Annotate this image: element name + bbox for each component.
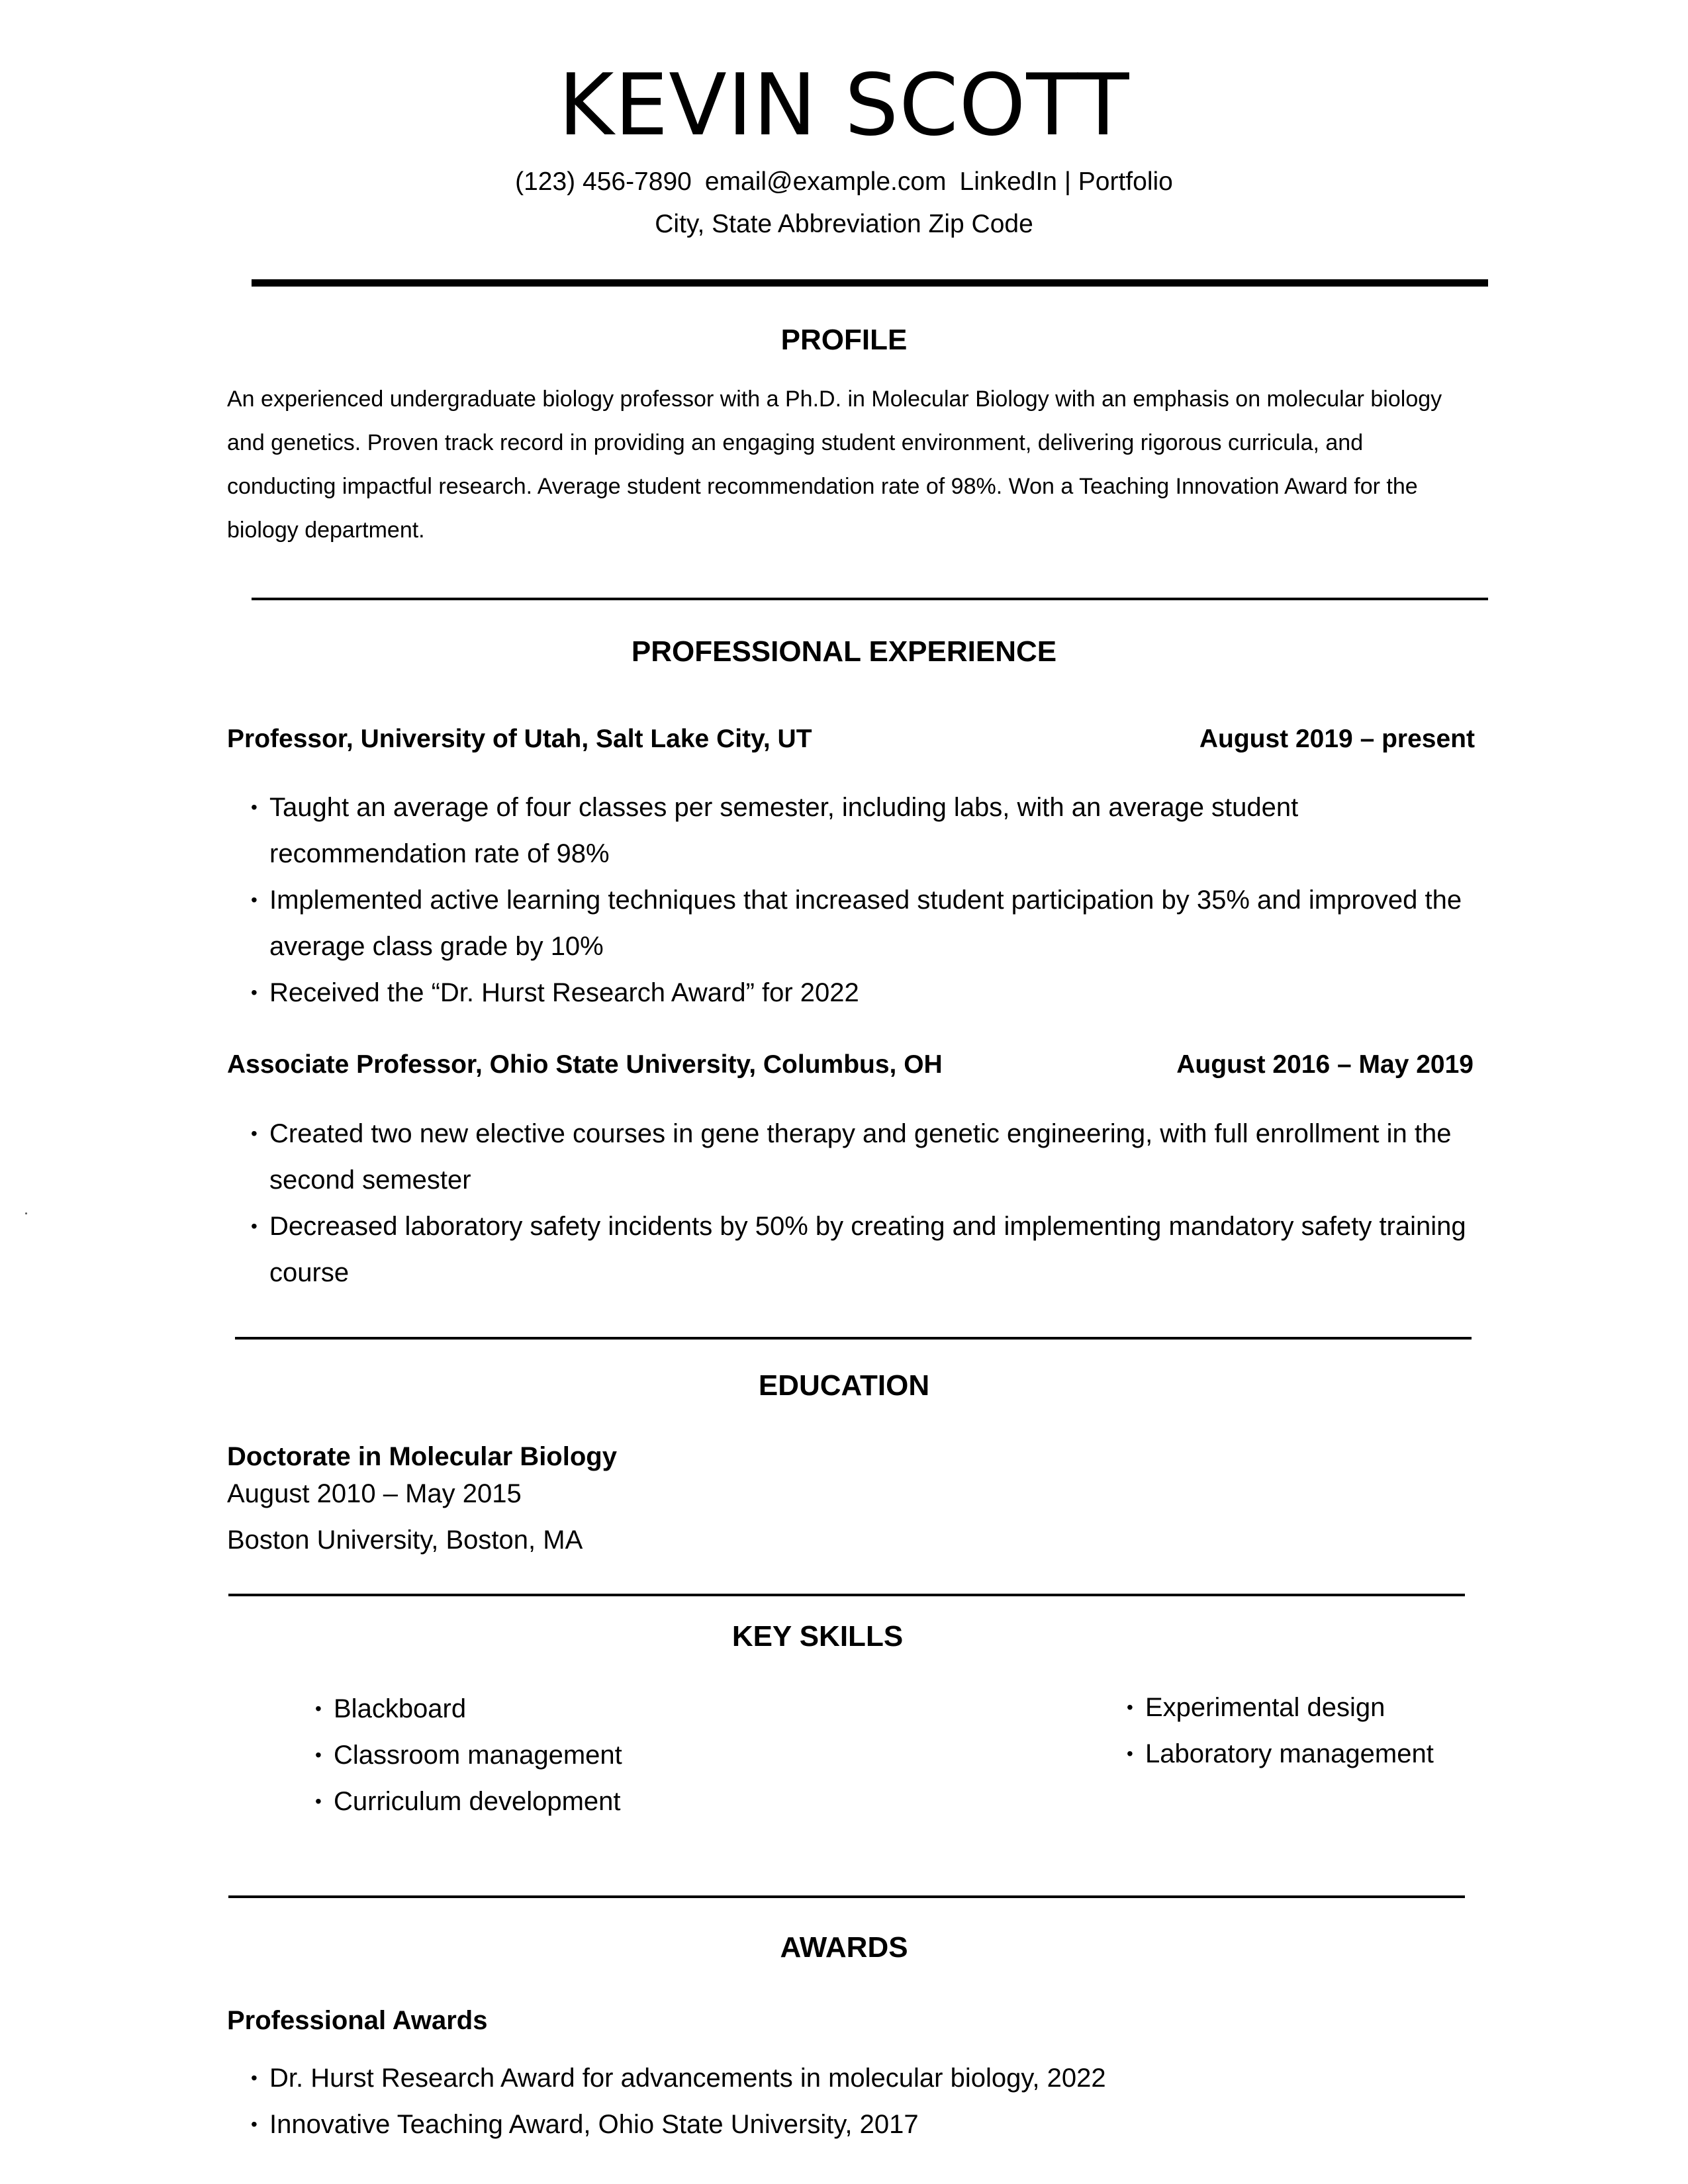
contact-line [0, 165, 1688, 199]
list-item: • Curriculum development [291, 1778, 887, 1825]
list-item: • Received the “Dr. Hurst Research Award” for 2022 [227, 970, 1472, 1016]
location-line: City, State Abbreviation Zip Code [655, 210, 1033, 238]
list-item: • Experimental design [1103, 1684, 1500, 1731]
list-item: • Blackboard [291, 1686, 887, 1732]
skills-list-right [1103, 1684, 1500, 1777]
skills-divider [228, 1895, 1465, 1898]
awards-subheading: Professional Awards [227, 2006, 488, 2035]
list-item: • Taught an average of four classes per semester, including labs, with an average student recommendation rate of 98% [227, 784, 1472, 877]
education-divider [228, 1594, 1465, 1596]
list-item: • Innovative Teaching Award, Ohio State University, 2017 [227, 2101, 1472, 2148]
profile-divider [252, 598, 1488, 600]
email-address: email@example.com [704, 167, 947, 196]
experience-divider [235, 1337, 1472, 1340]
awards-heading: AWARDS [780, 1931, 908, 1964]
profile-heading: PROFILE [780, 324, 908, 356]
list-item: • Dr. Hurst Research Award for advancements in molecular biology, 2022 [227, 2055, 1472, 2101]
job-bullets-1 [227, 784, 1472, 1016]
list-item: • Classroom management [291, 1732, 887, 1778]
profile-links: LinkedIn | Portfolio [959, 167, 1173, 196]
skills-heading: KEY SKILLS [731, 1620, 904, 1653]
job-bullets-2 [227, 1111, 1472, 1296]
job-dates-1: August 2019 – present [1199, 725, 1475, 753]
job-dates-2: August 2016 – May 2019 [1176, 1050, 1474, 1079]
awards-list [227, 2055, 1472, 2148]
profile-summary: An experienced undergraduate biology professor with a Ph.D. in Molecular Biology with an emphasis on molecular biology and genetics. Proven track record in providing an engaging student environment, delivering rigorous curricula, and conducting impactful research. Average student recommendation rate of 98%. Won a Teaching Innovation Award for the biology department. [227, 387, 1442, 543]
skills-list-left [291, 1686, 887, 1825]
education-school: Boston University, Boston, MA [227, 1525, 583, 1555]
resume-name: KEVIN SCOTT [558, 56, 1130, 155]
header-divider [252, 279, 1488, 287]
list-item: • Implemented active learning techniques that increased student participation by 35% and improved the average class grade by 10% [227, 877, 1472, 970]
experience-heading: PROFESSIONAL EXPERIENCE [631, 635, 1057, 668]
job-title-1: Professor, University of Utah, Salt Lake City, UT [227, 725, 812, 753]
scan-speck [25, 1212, 27, 1214]
list-item: • Laboratory management [1103, 1731, 1500, 1777]
list-item: • Decreased laboratory safety incidents by 50% by creating and implementing mandatory safety training course [227, 1203, 1472, 1296]
job-title-2: Associate Professor, Ohio State University, Columbus, OH [227, 1050, 943, 1079]
education-heading: EDUCATION [758, 1369, 930, 1402]
education-degree: Doctorate in Molecular Biology [227, 1442, 617, 1471]
phone-number: (123) 456-7890 [515, 167, 692, 196]
list-item: • Created two new elective courses in gene therapy and genetic engineering, with full enrollment in the second semester [227, 1111, 1472, 1203]
education-dates: August 2010 – May 2015 [227, 1479, 522, 1508]
